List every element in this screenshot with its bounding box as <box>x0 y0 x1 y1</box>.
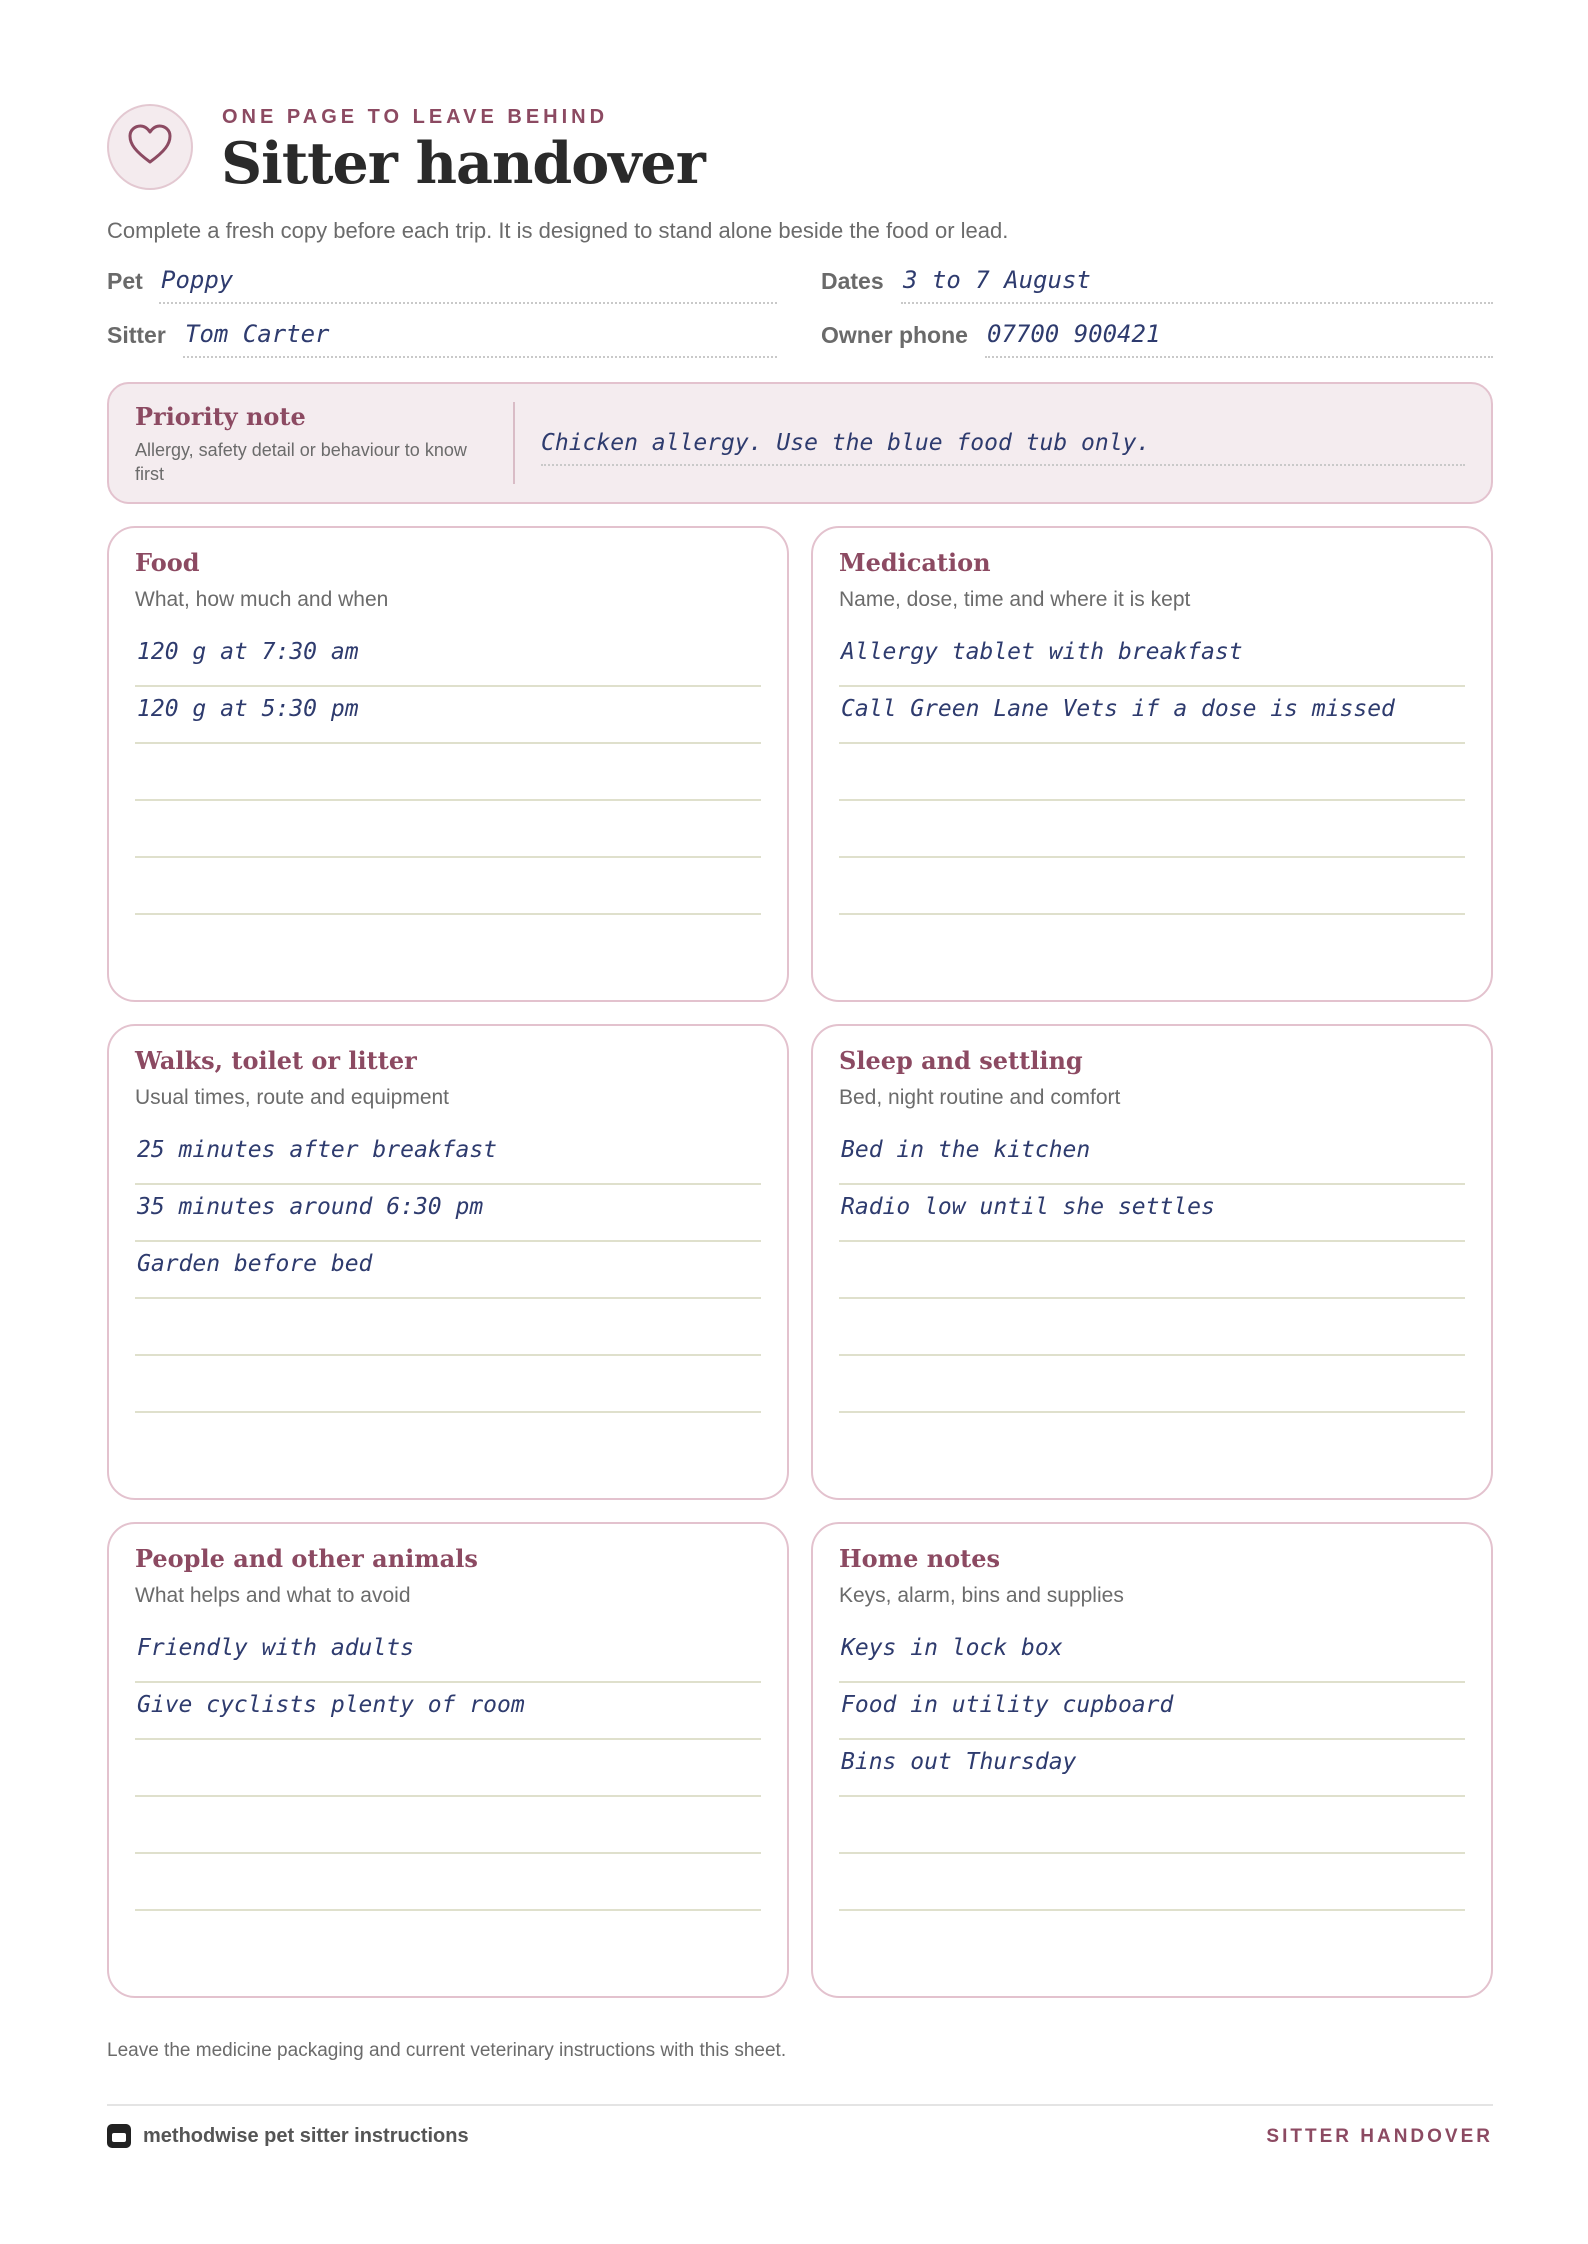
header <box>107 104 1493 196</box>
priority-divider <box>513 402 515 484</box>
card-line-input[interactable] <box>135 1797 761 1854</box>
card-line-input[interactable] <box>839 858 1465 915</box>
footer-divider <box>107 2104 1493 2106</box>
priority-subtitle: Allergy, safety detail or behaviour to know first <box>135 440 467 484</box>
page-title: Sitter handover <box>221 130 705 197</box>
card-line-input[interactable]: Allergy tablet with breakfast <box>839 630 1465 687</box>
card-subtitle: What helps and what to avoid <box>135 1584 411 1607</box>
card-lines <box>839 630 1465 915</box>
priority-input[interactable]: Chicken allergy. Use the blue food tub only. <box>541 422 1465 466</box>
brand-name: methodwise pet sitter instructions <box>143 2124 469 2147</box>
food-card <box>107 526 789 1002</box>
walks-toilet-or-litter-card <box>107 1024 789 1500</box>
pet-label: Pet <box>107 268 143 294</box>
logo-badge <box>107 104 193 190</box>
card-line-input[interactable]: Bins out Thursday <box>839 1740 1465 1797</box>
card-lines <box>135 630 761 915</box>
card-lines <box>135 1626 761 1911</box>
card-line-input[interactable] <box>135 858 761 915</box>
owner-phone-label: Owner phone <box>821 322 968 348</box>
home-notes-card <box>811 1522 1493 1998</box>
eyebrow: ONE PAGE TO LEAVE BEHIND <box>222 106 609 128</box>
card-title: Home notes <box>839 1544 1001 1573</box>
card-title: Sleep and settling <box>839 1046 1083 1075</box>
sleep-and-settling-card <box>811 1024 1493 1500</box>
card-line-input[interactable] <box>839 1797 1465 1854</box>
card-line-input[interactable]: Garden before bed <box>135 1242 761 1299</box>
card-line-input[interactable]: Food in utility cupboard <box>839 1683 1465 1740</box>
dates-label: Dates <box>821 268 884 294</box>
owner-phone-field <box>821 316 1493 360</box>
card-line-input[interactable] <box>135 1356 761 1413</box>
card-line-input[interactable]: 25 minutes after breakfast <box>135 1128 761 1185</box>
card-lines <box>839 1626 1465 1911</box>
card-line-input[interactable]: 120 g at 7:30 am <box>135 630 761 687</box>
card-line-input[interactable] <box>839 1299 1465 1356</box>
card-line-input[interactable]: Keys in lock box <box>839 1626 1465 1683</box>
sitter-input[interactable]: Tom Carter <box>183 316 777 358</box>
pet-input[interactable]: Poppy <box>159 262 777 304</box>
card-lines <box>839 1128 1465 1413</box>
sitter-field <box>107 316 777 360</box>
card-title: Medication <box>839 548 991 577</box>
card-line-input[interactable]: Call Green Lane Vets if a dose is missed <box>839 687 1465 744</box>
priority-note <box>107 382 1493 504</box>
card-line-input[interactable]: 120 g at 5:30 pm <box>135 687 761 744</box>
card-line-input[interactable]: Friendly with adults <box>135 1626 761 1683</box>
card-line-input[interactable] <box>135 1854 761 1911</box>
dates-field <box>821 262 1493 306</box>
card-line-input[interactable] <box>135 801 761 858</box>
card-line-input[interactable] <box>135 744 761 801</box>
heart-icon <box>127 124 173 171</box>
dates-input[interactable]: 3 to 7 August <box>901 262 1493 304</box>
card-line-input[interactable]: Give cyclists plenty of room <box>135 1683 761 1740</box>
card-subtitle: What, how much and when <box>135 588 389 611</box>
card-subtitle: Keys, alarm, bins and supplies <box>839 1584 1124 1607</box>
pet-field <box>107 262 777 306</box>
card-line-input[interactable] <box>839 744 1465 801</box>
card-title: Food <box>135 548 200 577</box>
priority-title: Priority note <box>135 402 306 431</box>
medication-card <box>811 526 1493 1002</box>
card-line-input[interactable] <box>135 1299 761 1356</box>
card-line-input[interactable] <box>839 1854 1465 1911</box>
footnote: Leave the medicine packaging and current veterinary instructions with this sheet. <box>107 2040 787 2061</box>
intro-text: Complete a fresh copy before each trip. It is designed to stand alone beside the food or lead. <box>107 218 1009 243</box>
card-line-input[interactable] <box>135 1740 761 1797</box>
card-subtitle: Bed, night routine and comfort <box>839 1086 1121 1109</box>
card-line-input[interactable] <box>839 1242 1465 1299</box>
owner-phone-input[interactable]: 07700 900421 <box>985 316 1493 358</box>
card-line-input[interactable]: 35 minutes around 6:30 pm <box>135 1185 761 1242</box>
card-subtitle: Name, dose, time and where it is kept <box>839 588 1191 611</box>
card-lines <box>135 1128 761 1413</box>
card-subtitle: Usual times, route and equipment <box>135 1086 450 1109</box>
card-line-input[interactable] <box>839 1356 1465 1413</box>
footer-label: SITTER HANDOVER <box>1266 2126 1493 2147</box>
brand <box>107 2124 469 2148</box>
card-line-input[interactable] <box>839 801 1465 858</box>
sitter-label: Sitter <box>107 322 166 348</box>
calendar-icon <box>107 2124 131 2148</box>
card-line-input[interactable]: Radio low until she settles <box>839 1185 1465 1242</box>
people-and-other-animals-card <box>107 1522 789 1998</box>
card-title: People and other animals <box>135 1544 478 1573</box>
card-title: Walks, toilet or litter <box>135 1046 417 1075</box>
card-line-input[interactable]: Bed in the kitchen <box>839 1128 1465 1185</box>
